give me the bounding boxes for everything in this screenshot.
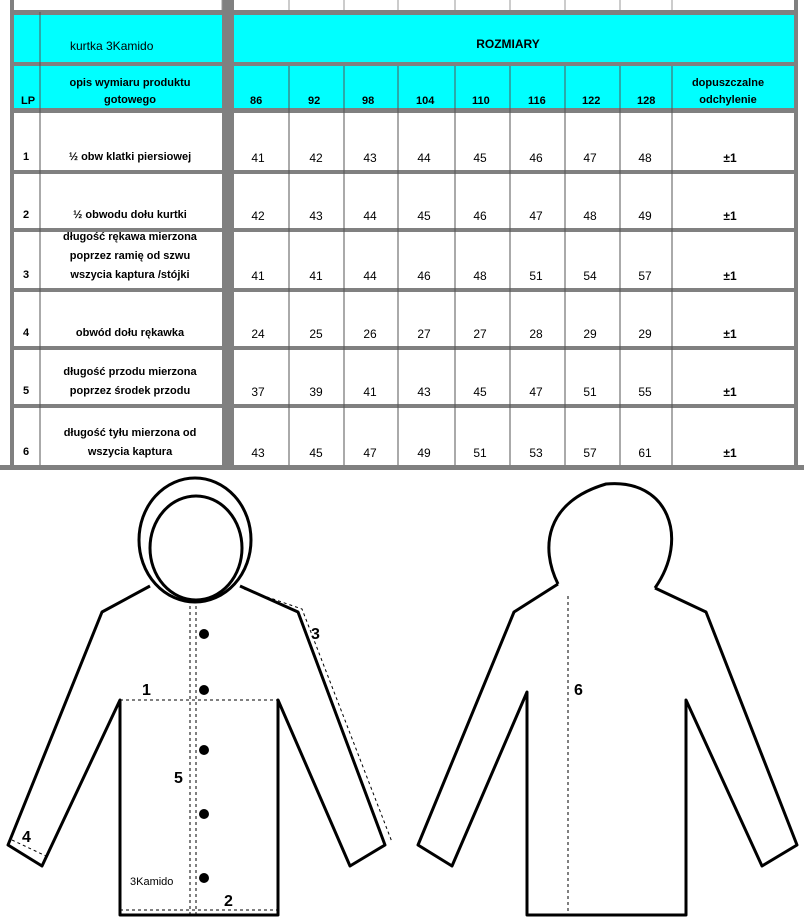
size-value: 51 — [529, 269, 543, 283]
size-value: 37 — [251, 385, 265, 399]
row-description: długość przodu mierzona — [63, 366, 197, 378]
size-value: 28 — [529, 327, 543, 341]
tolerance-value: ±1 — [723, 327, 737, 341]
size-header: 86 — [250, 95, 263, 107]
row-lp: 6 — [22, 446, 30, 458]
size-value: 29 — [583, 327, 597, 341]
row-description: długość tyłu mierzona od — [63, 427, 197, 439]
row-lp: 2 — [22, 209, 30, 221]
tolerance-header-line-2: odchylenie — [699, 94, 757, 106]
brand-label: kurtka 3Kamido — [70, 39, 154, 53]
size-value: 57 — [583, 446, 597, 460]
row-description: obwód dołu rękawka — [75, 327, 185, 339]
row-divider — [10, 404, 798, 408]
size-value: 49 — [417, 446, 431, 460]
tolerance-value: ±1 — [723, 151, 737, 165]
size-value: 53 — [529, 446, 543, 460]
size-value: 41 — [309, 269, 323, 283]
row-divider — [10, 62, 798, 66]
marker-6: 6 — [574, 682, 583, 699]
button — [199, 745, 209, 755]
size-header: 122 — [582, 95, 601, 107]
row-description: długość rękawa mierzona — [63, 231, 197, 243]
hood-back — [549, 484, 672, 588]
size-value: 46 — [529, 151, 543, 165]
tolerance-value: ±1 — [723, 269, 737, 283]
size-header: 98 — [362, 95, 375, 107]
marker-3: 3 — [311, 626, 320, 643]
size-value: 46 — [473, 209, 487, 223]
jacket-back-outline — [418, 584, 797, 915]
size-value: 24 — [251, 327, 265, 341]
tolerance-value: ±1 — [723, 446, 737, 460]
size-value: 47 — [363, 446, 377, 460]
thick-column-divider — [222, 0, 234, 470]
size-value: 43 — [309, 209, 323, 223]
row-divider — [10, 170, 798, 174]
size-value: 48 — [473, 269, 487, 283]
tolerance-header-line-1: dopuszczalne — [691, 77, 765, 89]
size-value: 42 — [309, 151, 323, 165]
buttons — [199, 629, 209, 883]
marker-5: 5 — [174, 770, 183, 787]
description-header-line-2: gotowego — [104, 94, 156, 106]
row-divider — [10, 288, 798, 292]
row-divider — [10, 346, 798, 350]
size-value: 43 — [251, 446, 265, 460]
size-value: 42 — [251, 209, 265, 223]
size-value: 61 — [638, 446, 652, 460]
lp-header: LP — [20, 95, 36, 107]
garment-diagram — [0, 470, 804, 924]
size-value: 48 — [638, 151, 652, 165]
size-value: 47 — [583, 151, 597, 165]
size-value: 43 — [363, 151, 377, 165]
button — [199, 629, 209, 639]
size-value: 54 — [583, 269, 597, 283]
size-value: 27 — [417, 327, 431, 341]
description-header-line-1: opis wymiaru produktu — [69, 77, 191, 89]
tolerance-value: ±1 — [723, 209, 737, 223]
size-header: 128 — [637, 95, 656, 107]
row-divider — [10, 10, 798, 15]
row-description: poprzez ramię od szwu — [69, 250, 191, 262]
size-value: 43 — [417, 385, 431, 399]
button — [199, 873, 209, 883]
size-value: 41 — [251, 269, 265, 283]
marker-1: 1 — [142, 682, 151, 699]
front-brand-label: 3Kamido — [130, 876, 174, 888]
row-lp: 1 — [22, 151, 30, 163]
right-border — [794, 0, 798, 470]
size-header: 92 — [308, 95, 321, 107]
size-value: 47 — [529, 385, 543, 399]
size-value: 46 — [417, 269, 431, 283]
size-value: 45 — [309, 446, 323, 460]
marker-4: 4 — [22, 829, 31, 846]
size-value: 47 — [529, 209, 543, 223]
size-value: 41 — [363, 385, 377, 399]
size-value: 51 — [473, 446, 487, 460]
size-value: 29 — [638, 327, 652, 341]
size-value: 48 — [583, 209, 597, 223]
size-value: 44 — [363, 209, 377, 223]
marker-2: 2 — [224, 893, 233, 910]
size-value: 39 — [309, 385, 323, 399]
size-value: 49 — [638, 209, 652, 223]
row-lp: 4 — [22, 327, 30, 339]
button — [199, 809, 209, 819]
size-value: 45 — [417, 209, 431, 223]
sizes-header: ROZMIARY — [476, 37, 540, 51]
size-value: 45 — [473, 385, 487, 399]
button — [199, 685, 209, 695]
size-value: 45 — [473, 151, 487, 165]
size-value: 44 — [417, 151, 431, 165]
row-description: wszycia kaptura — [87, 446, 173, 458]
size-header: 110 — [472, 95, 490, 107]
size-value: 57 — [638, 269, 652, 283]
row-description: ½ obwodu dołu kurtki — [73, 209, 187, 221]
jacket-back — [418, 484, 797, 915]
row-lp: 5 — [22, 385, 30, 397]
size-value: 27 — [473, 327, 487, 341]
size-header: 116 — [528, 95, 546, 107]
size-value: 41 — [251, 151, 265, 165]
row-description: ½ obw klatki piersiowej — [68, 151, 192, 163]
size-value: 51 — [583, 385, 597, 399]
row-divider — [10, 108, 798, 113]
size-header: 104 — [416, 95, 435, 107]
size-value: 55 — [638, 385, 652, 399]
row-lp: 3 — [22, 269, 30, 281]
size-value: 25 — [309, 327, 323, 341]
row-description: poprzez środek przodu — [69, 385, 191, 397]
row-description: wszycia kaptura /stójki — [70, 269, 190, 281]
size-value: 44 — [363, 269, 377, 283]
size-value: 26 — [363, 327, 377, 341]
left-border — [10, 0, 14, 470]
tolerance-value: ±1 — [723, 385, 737, 399]
